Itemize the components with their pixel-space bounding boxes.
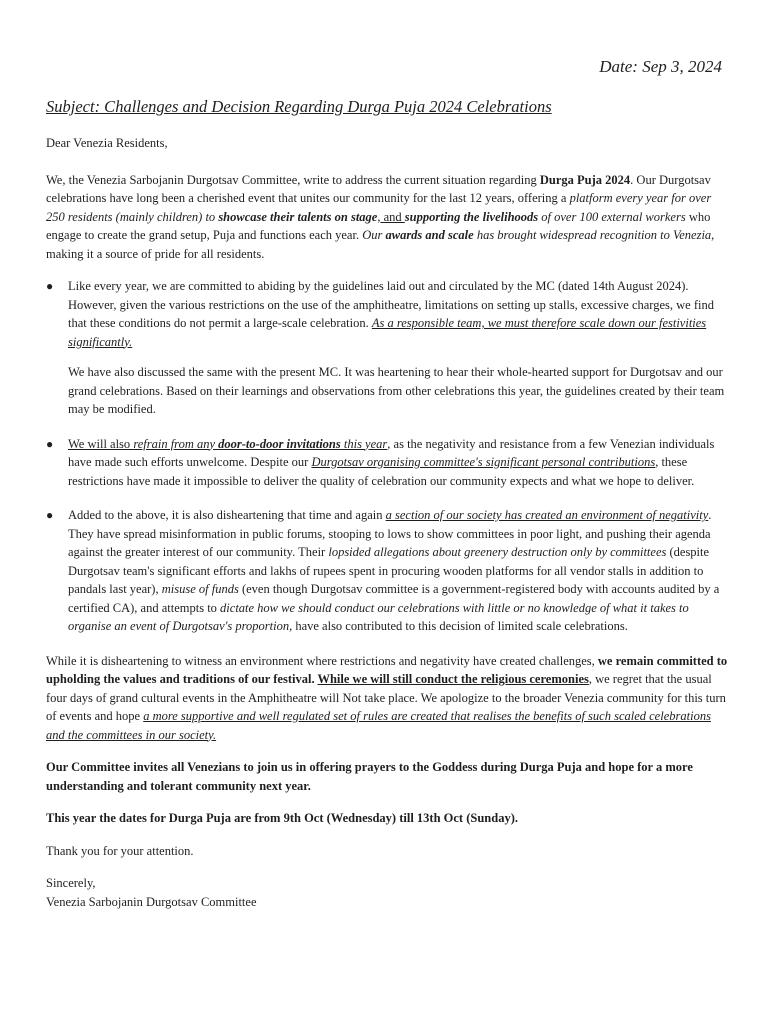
bullet-emphasis: refrain from any — [133, 436, 219, 451]
salutation: Dear Venezia Residents, — [46, 136, 168, 150]
bullet-dot: ● — [46, 436, 54, 451]
signatory: Venezia Sarbojanin Durgotsav Committee — [46, 894, 257, 909]
intro-text: , making it a source of pride for all residents. — [46, 228, 715, 261]
letter-subject: Subject: Challenges and Decision Regarding Durga Puja 2024 Celebrations — [46, 97, 552, 116]
intro-bold-italic: awards and scale — [385, 228, 474, 242]
bullet-text: . They have spread misinformation in public forums, stooping to lows to show committees in poor light, and pushing their agenda against the greater interest of our community. Their — [68, 508, 712, 559]
intro-italic: has brought widespread recognition to Venezia — [473, 228, 712, 242]
bullet-italic: lopsided allegations about greenery destruction only by committees — [328, 545, 667, 559]
letter-body — [46, 134, 730, 911]
bullet-text: , as the negativity and resistance from a few Venezian individuals have made such efforts unwelcome. Despite our — [68, 436, 715, 469]
letter-date: Date: Sep 3, 2024 — [599, 57, 722, 76]
bullet-sub-paragraph: We have also discussed the same with the present MC. It was heartening to hear their whole-hearted support for Durgotsav and our grand celebrations. Based on their learnings and observations from other celebrations this year, the guidelines created by their team may be modified. — [68, 365, 725, 416]
intro-text: , and — [377, 209, 405, 224]
bullet-emphasis: We will also — [68, 436, 134, 451]
thanks-line: Thank you for your attention. — [46, 843, 194, 858]
bullet-dot: ● — [46, 508, 54, 522]
bullet-text: , have also contributed to this decision of limited scale celebrations. — [289, 619, 628, 633]
bullet-italic: dictate how we should conduct our celebrations with little or no knowledge of what it takes to organise an event of Durgotsav's proportion — [68, 600, 689, 633]
intro-text: who engage to create the grand setup, Puja and functions each year. — [46, 209, 711, 242]
bullet-italic: misuse of funds — [161, 582, 239, 596]
bullet-list — [46, 435, 730, 636]
intro-bold-event: Durga Puja 2024 — [539, 172, 631, 187]
intro-paragraph — [46, 171, 730, 264]
bullet-emphasis: this year — [340, 436, 388, 451]
bullet-list — [46, 277, 730, 351]
bullet-dot: ● — [46, 279, 54, 293]
bullet-item — [46, 506, 730, 636]
intro-text: . Our Durgotsav celebrations have long been a cherished event that unites our community for the last 12 years, offering a — [46, 172, 711, 205]
bullet-emphasis: Durgotsav organising committee's significant personal contributions — [311, 455, 656, 469]
intro-bold-italic: supporting the livelihoods — [404, 209, 539, 224]
invitation-paragraph: Our Committee invites all Venezians to join us in offering prayers to the Goddess during Durga Puja and hope for a more understanding and tolerant community next year. — [46, 760, 693, 793]
para-text: While it is disheartening to witness an environment where restrictions and negativity have created challenges, — [46, 653, 598, 668]
bullet-text: (even though Durgotsav committee is a government-registered body with accounts audited by a certified CA), and attempts to — [68, 582, 720, 615]
bullet-text: , these restrictions have made it impossible to deliver the quality of celebration our community expects and what we hope to deliver. — [68, 455, 695, 488]
commitment-paragraph — [46, 652, 730, 745]
bullet-text: Like every year, we are committed to abiding by the guidelines laid out and circulated by the MC (dated 14th August 2024). However, given the various restrictions on the use of the amphitheatre, limitations on setting up stalls, excessive charges, we find that these conditions do not permit a large-scale celebration. — [68, 279, 714, 330]
intro-italic: Our — [362, 228, 386, 242]
bullet-emphasis: As a responsible team, we must therefore scale down our festivities significantly. — [68, 316, 707, 349]
para-bold: we remain committed to upholding the values and traditions of our festival. — [46, 653, 728, 686]
intro-bold-italic: showcase their talents on stage — [218, 209, 378, 224]
bullet-emphasis: door-to-door invitations — [218, 436, 341, 451]
bullet-item — [46, 277, 730, 351]
intro-text: We, the Venezia Sarbojanin Durgotsav Committee, write to address the current situation regarding — [46, 172, 540, 187]
sign-off: Sincerely, — [46, 876, 96, 890]
para-text: , we regret that the usual four days of grand cultural events in the Amphitheatre will Not take place. We apologize to the broader Venezia community for this turn of events and hope — [46, 672, 726, 723]
bullet-item — [46, 435, 730, 491]
bullet-emphasis: a section of our society has created an environment of negativity — [385, 508, 709, 522]
intro-italic: of over 100 external workers — [538, 209, 686, 224]
para-bold-underline: While we will still conduct the religious ceremonies — [317, 672, 589, 686]
intro-italic: platform every year for over 250 residents (mainly children) to — [46, 191, 712, 224]
para-italic-underline: a more supportive and well regulated set of rules are created that realises the benefits of such scaled celebrations and the committees in our society. — [46, 709, 711, 742]
bullet-text: Added to the above, it is also disheartening that time and again — [68, 508, 386, 522]
dates-paragraph: This year the dates for Durga Puja are from 9th Oct (Wednesday) till 13th Oct (Sunday). — [46, 811, 518, 825]
bullet-text: (despite Durgotsav team's significant efforts and lakhs of rupees spent in procuring wooden platforms for all vendor stalls in addition to pandals last year), — [68, 545, 710, 596]
